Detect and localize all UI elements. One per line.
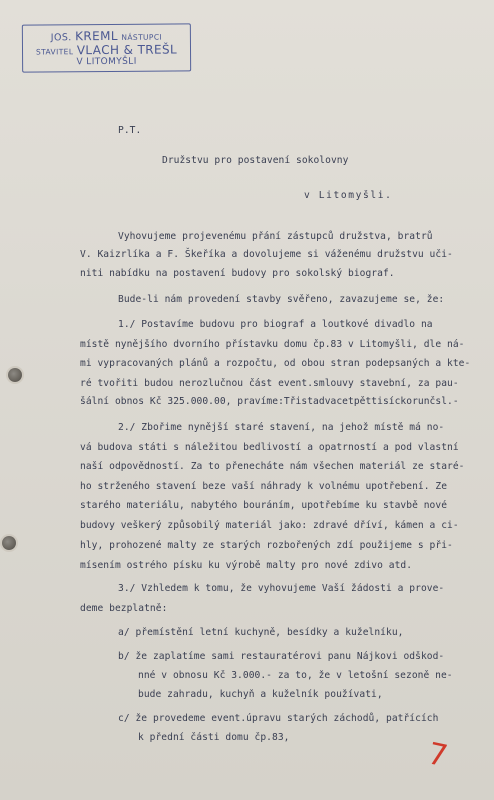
stamp-line-3: V LITOMYŠLI <box>76 56 137 68</box>
body-line: niti nabídku na postavení budovy pro sokolský biograf. <box>80 268 395 279</box>
list-item-continuation: nné v obnosu Kč 3.000.- za to, že v letošní sezoně ne- <box>138 670 453 681</box>
body-line: V. Kaizrlíka a F. Škeříka a dovolujeme si váženému družstvu uči- <box>80 249 453 260</box>
punch-hole <box>2 536 16 550</box>
list-item: c/ že provedeme event.úpravu starých záchodů, patřících <box>118 713 439 724</box>
stamp-line-2: STAVITEL VLACH & TREŠL <box>35 42 178 58</box>
body-line: místě nynějšího dvorního přístavku domu čp.83 v Litomyšli, dle ná- <box>80 339 465 350</box>
body-line: 1./ Postavíme budovu pro biograf a loutkové divadlo na <box>118 319 433 330</box>
body-line: vá budova státi s náležitou bedlivostí a opatrností a pod vlastní <box>80 442 459 453</box>
list-item: b/ že zaplatíme sami restauratérovi panu Nájkovi odškod- <box>118 651 445 662</box>
list-item: a/ přemístění letní kuchyně, besídky a kuželníku, <box>118 627 404 638</box>
body-line: hly, prohozené malty ze starých rozbořených zdí použijeme s při- <box>80 540 453 551</box>
body-line: mísením ostrého písku ku výrobě malty pro nové zdivo atd. <box>80 560 413 571</box>
company-stamp <box>22 23 191 72</box>
recipient-line: Družstvu pro postavení sokolovny <box>162 155 349 166</box>
body-line: šální obnos Kč 325.000.00, pravíme:Třistadvacetpěttisíckorunčsl.- <box>80 396 459 407</box>
salutation: P.T. <box>118 125 142 136</box>
punch-hole <box>8 368 22 382</box>
body-line: deme bezplatně: <box>80 603 168 614</box>
list-item-continuation: bude zahradu, kuchyň a kuželník používati, <box>138 689 383 700</box>
stamp-line-1: JOS. KREML NÁSTUPCI <box>50 28 163 44</box>
recipient-place: v Litomyšli. <box>304 190 393 201</box>
body-line: ré tvořiti budou nerozlučnou část event.smlouvy stavební, za pau- <box>80 378 459 389</box>
body-line: budovy veškerý způsobilý materiál jako: zdravé dříví, kámen a ci- <box>80 520 459 531</box>
page-number: 7 <box>424 736 451 775</box>
body-line: mi vypracovaných plánů a rozpočtu, od obou stran podepsaných a kte- <box>80 358 471 369</box>
body-line: 2./ Zbořime nynější staré stavení, na jehož místě má no- <box>118 422 445 433</box>
list-item-continuation: k přední části domu čp.83, <box>138 732 290 743</box>
body-line: naší odpovědností. Za to přenecháte nám všechen materiál ze staré- <box>80 461 465 472</box>
body-line: ho strženého stavení beze vaší náhrady k volnému upotřebení. Ze <box>80 481 448 492</box>
body-line: Bude-li nám provedení stavby svěřeno, zavazujeme se, že: <box>118 294 445 305</box>
body-line: 3./ Vzhledem k tomu, že vyhovujeme Vaší žádosti a prove- <box>118 583 445 594</box>
body-line: starého materiálu, nabytého bouráním, upotřebíme ku stavbě nové <box>80 500 448 511</box>
body-line: Vyhovujeme projevenému přání zástupců družstva, bratrů <box>118 231 433 242</box>
